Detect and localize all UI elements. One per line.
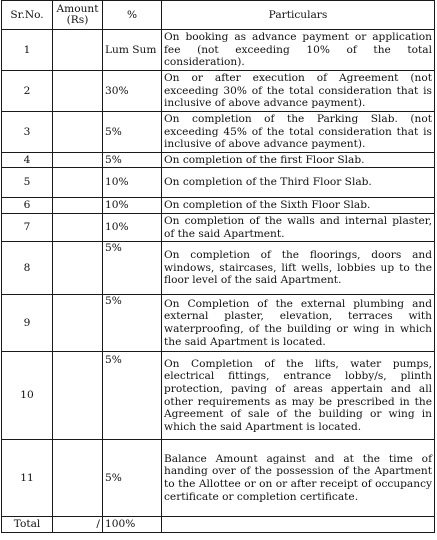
row-particulars: On Completion of the external plumbing and external plaster, elevation, terraces with waterproofing, of the building or wing in which the said Apartment is located.: [162, 295, 435, 352]
row-particulars: On Completion of the lifts, water pumps, electrical fittings, entrance lobby/s, plinth protection, paving of areas appertain and all other requirements as may be prescribed in the Agreement of sale of the building or wing in which the said Apartment is located.: [162, 352, 435, 440]
row-amount: [53, 30, 103, 71]
row-particulars: On completion of the walls and internal plaster, of the said Apartment.: [162, 214, 435, 242]
table-row: [2, 30, 435, 71]
row-amount: [53, 214, 103, 242]
table-row: [2, 242, 435, 295]
row-percent: 5%: [103, 112, 162, 153]
table-row: [2, 198, 435, 214]
header-amount: [53, 1, 103, 30]
row-particulars: On completion of the Third Floor Slab.: [162, 168, 435, 198]
row-percent: 5%: [103, 153, 162, 168]
table-row: [2, 153, 435, 168]
row-percent: 30%: [103, 71, 162, 112]
row-particulars: Balance Amount against and at the time of handing over of the possession of the Apartment to the Allottee or on or after receipt of occupancy certificate or completion certificate.: [162, 440, 435, 517]
row-sr-no: 5: [2, 168, 53, 198]
row-sr-no: 4: [2, 153, 53, 168]
row-percent: 5%: [103, 242, 162, 295]
row-amount: [53, 153, 103, 168]
header-sr-no: Sr.No.: [2, 1, 53, 30]
row-sr-no: 6: [2, 198, 53, 214]
row-amount: [53, 71, 103, 112]
row-amount: [53, 440, 103, 517]
row-particulars: On completion of the first Floor Slab.: [162, 153, 435, 168]
row-percent: 5%: [103, 440, 162, 517]
total-amount-value: /: [96, 518, 100, 531]
row-sr-no: 11: [2, 440, 53, 517]
row-sr-no: 9: [2, 295, 53, 352]
row-percent: 10%: [103, 168, 162, 198]
row-particulars: On or after execution of Agreement (not exceeding 30% of the total consideration that is inclusive of above advance payment).: [162, 71, 435, 112]
total-particulars: [162, 517, 435, 533]
payment-schedule-table: [1, 0, 435, 533]
table-row: [2, 214, 435, 242]
row-sr-no: 2: [2, 71, 53, 112]
row-particulars: On completion of the Sixth Floor Slab.: [162, 198, 435, 214]
total-row: [2, 517, 435, 533]
header-amount-unit: (Rs): [66, 14, 89, 26]
row-sr-no: 10: [2, 352, 53, 440]
table-row: [2, 168, 435, 198]
total-percent: 100%: [103, 517, 162, 533]
row-sr-no: 7: [2, 214, 53, 242]
table-row: [2, 440, 435, 517]
row-particulars: On completion of the Parking Slab. (not exceeding 45% of the total consideration that is inclusive of above advance payment).: [162, 112, 435, 153]
table-row: [2, 71, 435, 112]
table-row: [2, 112, 435, 153]
total-amount: [53, 517, 103, 533]
header-amount-label: Amount: [56, 3, 99, 15]
row-percent: Lum Sum: [103, 30, 162, 71]
row-percent: 5%: [103, 352, 162, 440]
row-particulars: On booking as advance payment or application fee (not exceeding 10% of the total consideration).: [162, 30, 435, 71]
row-sr-no: 3: [2, 112, 53, 153]
row-amount: [53, 198, 103, 214]
row-sr-no: 8: [2, 242, 53, 295]
row-particulars: On completion of the floorings, doors and windows, staircases, lift wells, lobbies up to the floor level of the said Apartment.: [162, 242, 435, 295]
row-percent: 10%: [103, 214, 162, 242]
table-row: [2, 295, 435, 352]
header-particulars: Particulars: [162, 1, 435, 30]
row-sr-no: 1: [2, 30, 53, 71]
row-amount: [53, 112, 103, 153]
row-amount: [53, 352, 103, 440]
total-label: Total: [2, 517, 53, 533]
table-row: [2, 352, 435, 440]
header-row: [2, 1, 435, 30]
header-percent: %: [103, 1, 162, 30]
row-percent: 5%: [103, 295, 162, 352]
row-amount: [53, 295, 103, 352]
row-percent: 10%: [103, 198, 162, 214]
row-amount: [53, 168, 103, 198]
row-amount: [53, 242, 103, 295]
